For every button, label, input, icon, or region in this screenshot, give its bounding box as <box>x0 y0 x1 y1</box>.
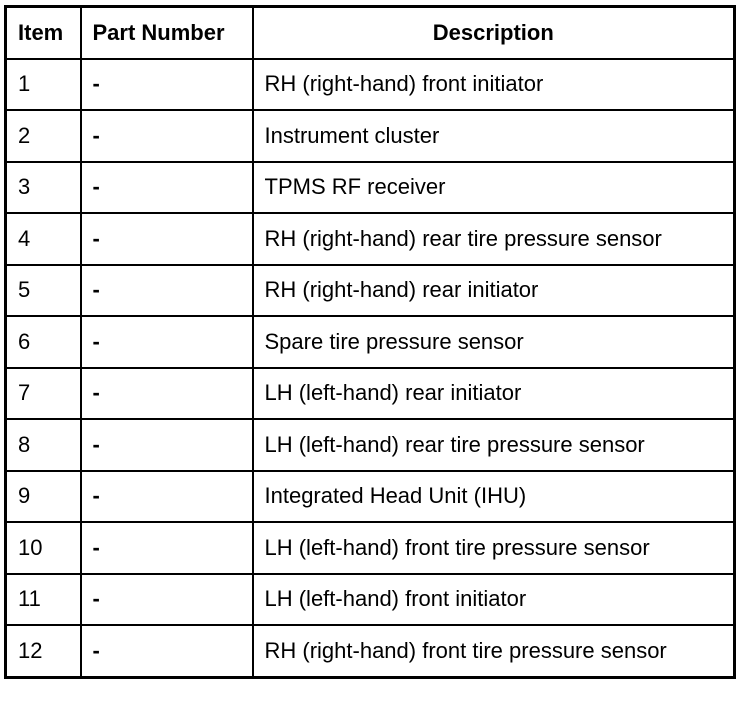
item-cell: 3 <box>6 162 81 214</box>
item-cell: 1 <box>6 59 81 111</box>
table-row <box>6 368 735 420</box>
table-header-row <box>6 7 735 59</box>
description-cell: LH (left-hand) rear tire pressure sensor <box>253 419 735 471</box>
description-cell: LH (left-hand) front tire pressure sensor <box>253 522 735 574</box>
table-row <box>6 522 735 574</box>
table-row <box>6 471 735 523</box>
description-cell: TPMS RF receiver <box>253 162 735 214</box>
item-cell: 12 <box>6 625 81 677</box>
item-cell: 11 <box>6 574 81 626</box>
description-cell: RH (right-hand) rear initiator <box>253 265 735 317</box>
part-number-cell: - <box>81 110 253 162</box>
description-cell: RH (right-hand) rear tire pressure sensor <box>253 213 735 265</box>
part-number-cell: - <box>81 162 253 214</box>
item-cell: 8 <box>6 419 81 471</box>
column-header-description: Description <box>253 7 735 59</box>
part-number-cell: - <box>81 213 253 265</box>
table-row <box>6 574 735 626</box>
part-number-cell: - <box>81 265 253 317</box>
item-cell: 9 <box>6 471 81 523</box>
table-row <box>6 213 735 265</box>
column-header-item: Item <box>6 7 81 59</box>
table-row <box>6 59 735 111</box>
description-cell: Instrument cluster <box>253 110 735 162</box>
item-cell: 10 <box>6 522 81 574</box>
table-row <box>6 110 735 162</box>
description-cell: Spare tire pressure sensor <box>253 316 735 368</box>
table-row <box>6 265 735 317</box>
item-cell: 4 <box>6 213 81 265</box>
part-number-cell: - <box>81 522 253 574</box>
part-number-cell: - <box>81 59 253 111</box>
description-cell: Integrated Head Unit (IHU) <box>253 471 735 523</box>
description-cell: RH (right-hand) front tire pressure sensor <box>253 625 735 677</box>
part-number-cell: - <box>81 368 253 420</box>
part-number-cell: - <box>81 419 253 471</box>
item-cell: 6 <box>6 316 81 368</box>
table-row <box>6 316 735 368</box>
part-number-cell: - <box>81 316 253 368</box>
description-cell: LH (left-hand) rear initiator <box>253 368 735 420</box>
part-number-cell: - <box>81 574 253 626</box>
part-number-cell: - <box>81 625 253 677</box>
description-cell: LH (left-hand) front initiator <box>253 574 735 626</box>
table-row <box>6 162 735 214</box>
table-row <box>6 625 735 677</box>
part-number-cell: - <box>81 471 253 523</box>
column-header-part-number: Part Number <box>81 7 253 59</box>
description-cell: RH (right-hand) front initiator <box>253 59 735 111</box>
item-cell: 2 <box>6 110 81 162</box>
parts-table <box>4 5 736 679</box>
item-cell: 5 <box>6 265 81 317</box>
table-row <box>6 419 735 471</box>
item-cell: 7 <box>6 368 81 420</box>
